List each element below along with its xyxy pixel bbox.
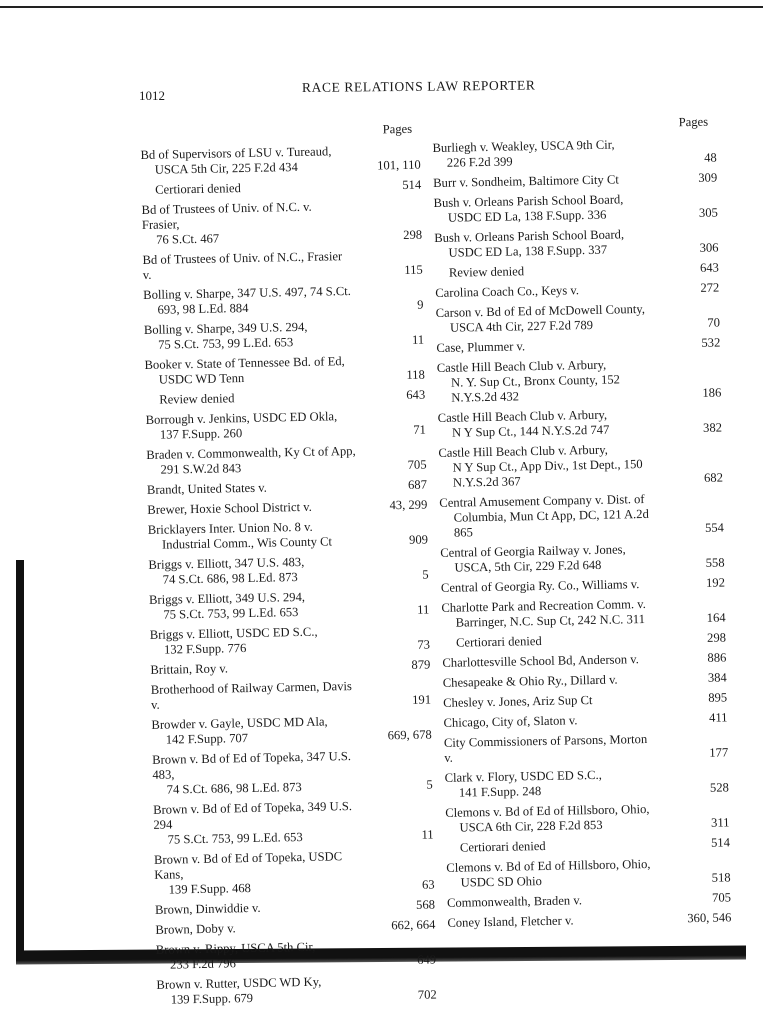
case-name: Central of Georgia Railway v. Jones, (440, 542, 626, 560)
index-entry (154, 847, 435, 897)
page-reference: 705 (711, 890, 732, 905)
case-name: Carson v. Bd of Ed of McDowell County, (435, 301, 646, 320)
case-citation: 76 S.Ct. 467 (156, 231, 220, 247)
page-reference: 514 (402, 177, 422, 192)
case-name: Charlotte Park and Recreation Comm. v. (441, 596, 646, 615)
pages-column-label: Pages (382, 121, 413, 137)
case-name: Charlottesville School Bd, Anderson v. (442, 652, 640, 670)
page-reference: 568 (415, 897, 436, 912)
page-reference: 705 (407, 457, 427, 472)
case-citation: USDC WD Tenn (158, 371, 245, 387)
case-citation: 139 F.Supp. 679 (170, 990, 254, 1007)
page-reference: 298 (403, 227, 423, 242)
index-entry (446, 855, 731, 890)
page-reference: 360, 546 (687, 910, 732, 926)
page-reference: 11 (411, 332, 425, 347)
index-entry (432, 136, 717, 171)
case-citation: 291 S.W.2d 843 (160, 461, 242, 477)
index-entry (156, 937, 437, 972)
page-reference: 191 (412, 692, 432, 707)
page-reference: 411 (708, 710, 728, 725)
index-entry (148, 553, 429, 588)
case-citation: USDC ED La, 138 F.Supp. 337 (448, 242, 608, 260)
case-name: Bd of Trustees of Univ. of N.C., Frasier v. (142, 249, 343, 282)
index-entry (151, 678, 432, 713)
case-name: Brown v. Rippy, USCA 5th Cir, (155, 939, 316, 957)
case-name: Brandt, United States v. (146, 480, 267, 497)
index-entry (434, 226, 719, 261)
case-citation: USCA 6th Cir, 228 F.2d 853 (459, 817, 603, 835)
index-entry (443, 710, 727, 730)
page-reference: 909 (408, 532, 429, 547)
page-reference: 73 (417, 637, 431, 652)
right-entries-list (432, 136, 731, 931)
page-reference: 384 (707, 670, 727, 685)
index-entry (435, 261, 719, 281)
index-entry (435, 281, 719, 301)
case-citation: N Y Sup Ct., App Div., 1st Dept., 150 N.Y.S.2d 367 (452, 457, 643, 490)
index-entry (440, 540, 725, 575)
page-reference: 886 (707, 650, 727, 665)
index-entry (441, 595, 726, 630)
page-reference: 305 (698, 205, 718, 220)
page-reference: 382 (702, 420, 723, 435)
page-reference: 649 (417, 952, 437, 967)
case-citation: 141 F.Supp. 248 (458, 784, 542, 800)
case-name: Brown v. Rutter, USDC WD Ky, (156, 974, 322, 992)
page-reference: 669, 678 (387, 727, 432, 743)
index-entry (145, 408, 426, 443)
page-reference: 895 (708, 690, 728, 705)
index-entry (147, 478, 427, 498)
case-name: Certiorari denied (155, 181, 242, 197)
case-name: Bolling v. Sharpe, 349 U.S. 294, (143, 319, 308, 337)
page-reference: 554 (704, 520, 725, 535)
case-name: Case, Plummer v. (436, 339, 526, 355)
page-reference: 298 (706, 630, 727, 645)
case-citation: 75 S.Ct. 753, 99 L.Ed. 653 (158, 335, 294, 352)
page-reference: 11 (417, 602, 430, 617)
case-citation: Barringer, N.C. Sup Ct, 242 N.C. 311 (455, 612, 646, 630)
case-citation: N. Y. Sup Ct., Bronx County, 152 N.Y.S.2d 432 (450, 372, 621, 405)
case-name: Coney Island, Fletcher v. (447, 913, 574, 930)
case-name: Central Amusement Company v. Dist. of (439, 491, 645, 510)
case-name: Chesapeake & Ohio Ry., Dillard v. (442, 672, 618, 690)
index-entry (441, 575, 725, 595)
case-name: Certiorari denied (455, 633, 542, 650)
index-entry (433, 171, 717, 191)
index-entry (144, 318, 425, 353)
page-reference: 177 (709, 745, 729, 760)
index-entry (143, 283, 424, 318)
page-reference: 514 (710, 835, 731, 850)
case-name: Clemons v. Bd of Ed of Hillsboro, Ohio, (445, 801, 650, 820)
case-name: Bd of Trustees of Univ. of N.C. v. Frasier, (141, 199, 312, 232)
index-entry (141, 198, 422, 248)
case-citation: 137 F.Supp. 260 (159, 426, 243, 442)
case-citation: 226 F.2d 399 (446, 154, 513, 170)
page-reference: 5 (422, 567, 429, 582)
page-reference: 63 (421, 877, 435, 892)
case-citation: 139 F.Supp. 468 (168, 881, 252, 897)
page-reference: 518 (711, 870, 731, 885)
page-reference: 662, 664 (391, 917, 436, 933)
page-reference: 687 (407, 477, 428, 492)
page-reference: 164 (706, 610, 726, 625)
index-entry (436, 301, 721, 336)
case-name: Bricklayers Inter. Union No. 8 v. (147, 519, 313, 537)
case-citation: USCA 5th Cir, 225 F.2d 434 (154, 159, 298, 177)
case-name: Bd of Supervisors of LSU v. Tureaud, (140, 144, 332, 162)
case-name: Briggs v. Elliott, 347 U.S. 483, (148, 554, 305, 572)
case-citation: USCA, 5th Cir, 229 F.2d 648 (454, 557, 602, 575)
index-entry (438, 405, 723, 440)
page-reference: 532 (701, 335, 721, 350)
index-entry (433, 191, 718, 226)
case-name: Clark v. Flory, USDC ED S.C., (444, 767, 602, 785)
case-name: Brown, Dinwiddie v. (154, 900, 261, 917)
page-reference: 311 (710, 815, 730, 830)
running-head: RACE RELATIONS LAW REPORTER (301, 77, 536, 95)
case-name: Castle Hill Beach Club v. Arbury, (437, 407, 608, 425)
case-name: Bolling v. Sharpe, 347 U.S. 497, 74 S.Ct. (143, 283, 352, 302)
case-name: Briggs v. Elliott, 349 U.S. 294, (148, 589, 306, 607)
case-citation: 74 S.Ct. 686, 98 L.Ed. 873 (162, 570, 298, 587)
page-reference: 272 (700, 280, 720, 295)
page-reference: 11 (421, 827, 434, 842)
index-entry (442, 650, 726, 670)
page-reference: 115 (404, 262, 423, 277)
case-citation: 142 F.Supp. 707 (165, 731, 249, 747)
case-name: Burr v. Sondheim, Baltimore City Ct (433, 172, 619, 190)
index-entry (444, 765, 729, 800)
case-name: Chicago, City of, Slaton v. (443, 713, 578, 730)
page-reference: 70 (707, 315, 721, 330)
pages-column-label: Pages (678, 114, 709, 130)
index-entry (155, 897, 435, 917)
case-name: Booker v. State of Tennessee Bd. of Ed, (144, 354, 345, 372)
case-citation: USDC ED La, 138 F.Supp. 336 (447, 207, 607, 225)
page-reference: 309 (698, 170, 718, 185)
index-entry (446, 835, 730, 855)
case-name: Brown v. Bd of Ed of Topeka, 347 U.S. 483, (152, 749, 352, 782)
case-citation: USCA 4th Cir, 227 F.2d 789 (449, 317, 594, 335)
case-name: Brown, Doby v. (155, 921, 236, 937)
case-name: Central of Georgia Ry. Co., Williams v. (440, 577, 640, 595)
index-entry (149, 588, 430, 623)
index-entry (443, 670, 727, 690)
index-entry (146, 443, 427, 478)
page-reference: 643 (699, 260, 720, 275)
case-name: Braden v. Commonwealth, Ky Ct of App, (146, 443, 356, 462)
index-entry (444, 730, 729, 765)
case-name: Carolina Coach Co., Keys v. (435, 283, 580, 300)
index-entry (153, 798, 434, 848)
index-entry (447, 910, 731, 930)
left-column (140, 122, 437, 1013)
case-name: City Commissioners of Parsons, Morton v. (443, 731, 648, 765)
index-entry (147, 498, 427, 518)
page-reference: 558 (705, 555, 725, 570)
page-reference: 682 (703, 470, 724, 485)
case-citation: 132 F.Supp. 776 (163, 641, 247, 657)
case-name: Bush v. Orleans Parish School Board, (433, 192, 624, 210)
index-entry (145, 388, 425, 408)
case-citation: 75 S.Ct. 753, 99 L.Ed. 653 (167, 830, 303, 847)
index-entry (445, 800, 730, 835)
index-entry (437, 356, 722, 406)
page-number: 1012 (139, 88, 165, 103)
case-name: Brewer, Hoxie School District v. (147, 499, 312, 517)
index-entry (148, 518, 429, 553)
index-entry (442, 630, 726, 650)
case-name: Burliegh v. Weakley, USCA 9th Cir, (432, 137, 615, 155)
index-entry (151, 713, 432, 748)
page-reference: 48 (704, 150, 717, 165)
case-name: Borrough v. Jenkins, USDC ED Okla, (145, 409, 338, 427)
case-citation: 74 S.Ct. 686, 98 L.Ed. 873 (166, 780, 302, 797)
page-reference: 306 (699, 240, 719, 255)
case-citation: N Y Sup Ct., 144 N.Y.S.2d 747 (451, 422, 610, 440)
case-citation: USDC SD Ohio (460, 874, 542, 890)
page-reference: 192 (705, 575, 726, 590)
index-entry (144, 353, 425, 388)
case-name: Briggs v. Elliott, USDC ED S.C., (149, 624, 318, 642)
case-name: Bush v. Orleans Parish School Board, (434, 227, 625, 245)
index-entry (155, 917, 435, 937)
index-entry (152, 748, 433, 798)
page-reference: 643 (406, 387, 426, 402)
page-reference: 43, 299 (389, 497, 428, 513)
index-entry (150, 623, 431, 658)
page-reference: 101, 110 (377, 157, 421, 173)
page-reference: 702 (417, 987, 437, 1002)
page-reference: 118 (406, 367, 425, 382)
case-name: Castle Hill Beach Club v. Arbury, (438, 442, 608, 460)
page-reference: 5 (426, 777, 433, 792)
case-citation: 233 F.2d 796 (169, 956, 237, 972)
index-entry (142, 248, 423, 283)
case-name: Brotherhood of Railway Carmen, Davis v. (150, 679, 353, 712)
index-entry (438, 440, 723, 490)
case-name: Chesley v. Jones, Ariz Sup Ct (443, 693, 593, 710)
page-reference: 879 (411, 657, 431, 672)
case-name: Review denied (159, 391, 235, 407)
index-entry (443, 690, 727, 710)
case-name: Clemons v. Bd of Ed of Hillsboro, Ohio, (446, 856, 651, 875)
left-entries-list (140, 143, 436, 1008)
page-reference: 71 (413, 422, 426, 437)
case-citation: Columbia, Mun Ct App, DC, 121 A.2d 865 (453, 506, 649, 540)
page-reference: 9 (417, 297, 424, 312)
case-name: Certiorari denied (459, 838, 546, 855)
index-entry (439, 490, 724, 540)
case-name: Commonwealth, Braden v. (446, 893, 583, 910)
case-name: Brown v. Bd of Ed of Topeka, 349 U.S. 294 (152, 799, 353, 832)
case-name: Brittain, Roy v. (150, 661, 229, 677)
case-name: Brown v. Bd of Ed of Topeka, USDC Kans, (153, 849, 343, 882)
case-citation: 75 S.Ct. 753, 99 L.Ed. 653 (163, 605, 299, 622)
index-entry (150, 658, 430, 678)
case-name: Browder v. Gayle, USDC MD Ala, (151, 714, 328, 732)
case-citation: Industrial Comm., Wis County Ct (161, 534, 333, 552)
page-reference: 528 (709, 780, 730, 795)
case-name: Review denied (448, 264, 525, 280)
index-entry (141, 178, 421, 198)
case-name: Castle Hill Beach Club v. Arbury, (436, 357, 607, 375)
index-entry (447, 890, 731, 910)
index-entry (436, 336, 720, 356)
right-column (432, 115, 732, 936)
case-citation: 693, 98 L.Ed. 884 (157, 300, 249, 317)
index-entry (140, 143, 421, 178)
page-reference: 186 (702, 385, 722, 400)
index-entry (156, 972, 437, 1007)
